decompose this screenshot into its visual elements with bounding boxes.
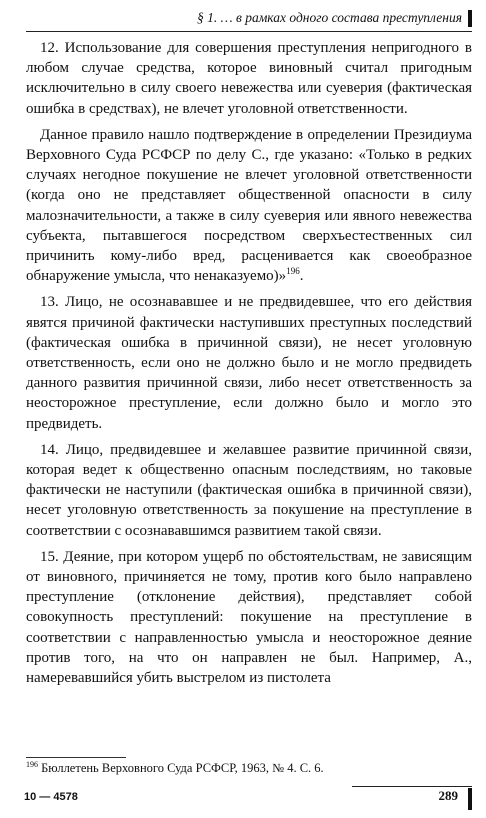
paragraph-13: 13. Лицо, не осознававшее и не предвидевшее, что его действия явятся причиной фактически наступивших преступных последствий (фактическая ошибка в причинной связи), не несет уголовную ответственность, если оно не должно было и не могло предвидеть данного развития причинной связи, либо несет ответственность за неосторожное преступление, если должно было и могло это предвидеть. [26,294,472,432]
paragraph-12: 12. Использование для совершения преступления непригодного в любом случае средства, которое виновный считал пригодным исключительно в силу своего невежества или суеверия (фактическая ошибка в средствах), не влечет уголовной ответственности. [26,40,472,117]
page-body [26,38,472,693]
footnote [26,760,472,776]
footnote-number: 196 [26,759,38,769]
printer-signature: 10 — 4578 [24,791,78,803]
running-header [20,8,472,28]
footnote-text: Бюллетень Верховного Суда РСФСР, 1963, № 4. С. 6. [41,761,324,775]
paragraph-15: 15. Деяние, при котором ущерб по обстоятельствам, не зависящим от виновного, причиняется не тому, против кого было направлено преступление (отклонение действия), представляет собой совокупность преступлений: покушение на преступление в соответствии с направленностью умысла и неосторожное деяние против того, на что он направлен не был. Например, А., намеревавшийся убить выстрелом из пистолета [26,548,472,687]
page-number: 289 [438,788,458,803]
paragraph-decision: Данное правило нашло подтверждение в определении Президиума Верховного Суда РСФСР по делу С., где указано: «Только в редких случаях негодное покушение не влечет уголовной ответственности (когда оно не представляет общественной опасности в силу малозначительности, а также в силу суеверия или явного невежества субъекта, пытавшегося посредством сверхъестественных сил причинить кому-либо вред, расценивается как своеобразное обнаружение умысла, что ненаказуемо)»$^{196}$. [26,126,472,285]
header-rule [26,31,472,32]
running-header-title: § 1. … в рамках одного состава преступления [196,10,462,25]
paragraph-14: 14. Лицо, предвидевшее и желавшее развитие причинной связи, которая ведет к общественно опасным последствиям, но таковые фактически не наступили (фактическая ошибка в причинной связи), несет уголовную ответственность за покушение на преступление в соответствии с осознававшимся развитием такой связи. [26,441,472,539]
footnote-rule [26,757,126,758]
header-thumb-bar [468,10,472,27]
footer-thumb-bar [468,788,472,810]
footnote-reference[interactable]: 196 [286,266,300,277]
